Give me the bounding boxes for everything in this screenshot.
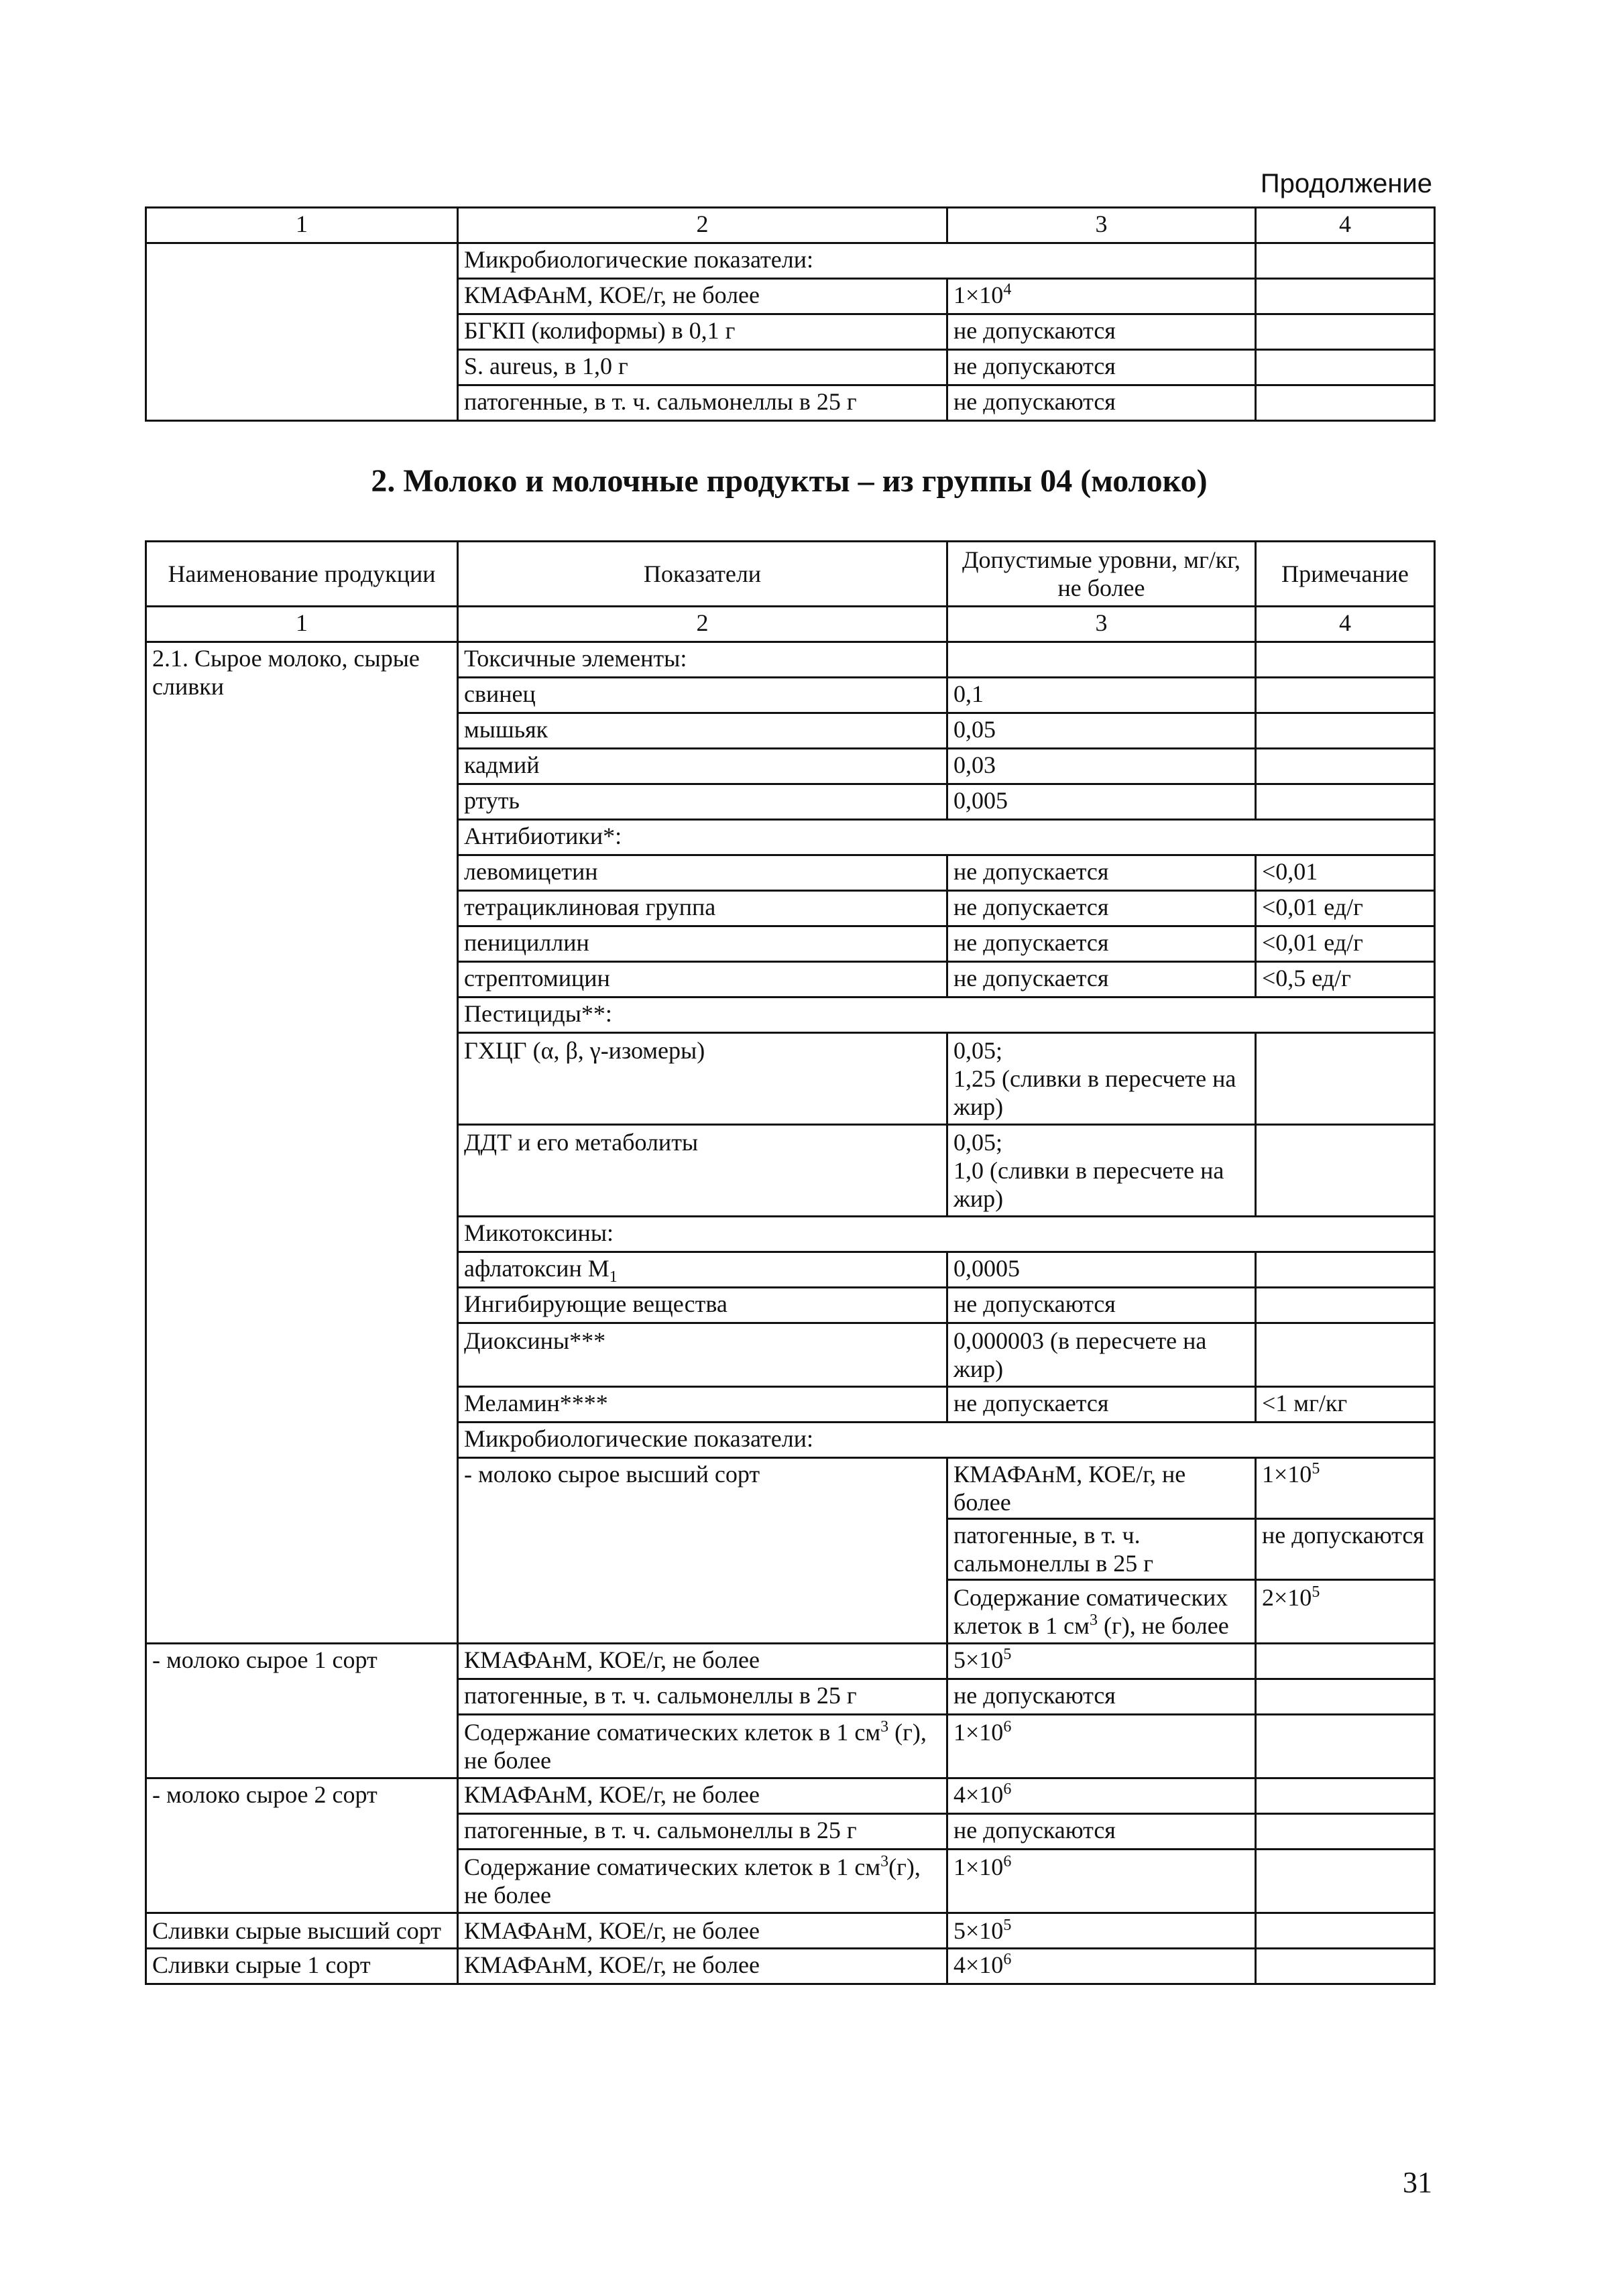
column-number: 1 xyxy=(146,607,458,642)
indicator-cell: Содержание соматических клеток в 1 $см^3(г)$, не более xyxy=(458,1850,947,1913)
value-cell: $1\times 10^4$ xyxy=(947,279,1256,314)
value-cell: 0,03 xyxy=(947,749,1256,784)
value-cell: $1\times 10^5$ xyxy=(1256,1458,1435,1519)
product-cell: - молоко сырое высший сорт xyxy=(458,1458,947,1644)
column-numbers-row xyxy=(146,607,1435,642)
column-number: 1 xyxy=(146,208,458,243)
column-numbers-row xyxy=(146,208,1435,243)
indicator-cell: КМАФАнМ, КОЕ/г, не более xyxy=(458,1778,947,1814)
product-cell: 2.1. Сырое молоко, сырые сливки xyxy=(146,642,458,1644)
indicator-cell: афлатоксин $M_1$ xyxy=(458,1252,947,1288)
note-cell xyxy=(1256,314,1435,350)
value-cell: $5\times 10^5$ xyxy=(947,1913,1256,1949)
table-row xyxy=(146,1644,1435,1679)
value-cell: не допускаются xyxy=(947,350,1256,385)
value-cell: $1\times 10^6$ xyxy=(947,1850,1256,1913)
column-number: 3 xyxy=(947,208,1256,243)
note-cell: <1 мг/кг xyxy=(1256,1387,1435,1423)
product-cell: Сливки сырые 1 сорт xyxy=(146,1949,458,1984)
header-levels: Допустимые уровни, мг/кг, не более xyxy=(947,542,1256,607)
indicator-cell: КМАФАнМ, КОЕ/г, не более xyxy=(458,1949,947,1984)
note-cell xyxy=(1256,1850,1435,1913)
table-row xyxy=(146,1778,1435,1814)
indicator-cell: патогенные, в т. ч. сальмонеллы в 25 г xyxy=(458,1814,947,1850)
product-cell xyxy=(146,243,458,421)
indicator-cell: Ингибирующие вещества xyxy=(458,1288,947,1323)
table-continuation xyxy=(145,206,1436,422)
value-cell: $5\times 10^5$ xyxy=(947,1644,1256,1679)
note-cell: <0,01 xyxy=(1256,855,1435,891)
value-cell: не допускается xyxy=(947,855,1256,891)
table-row xyxy=(146,1949,1435,1984)
table-row xyxy=(146,1913,1435,1949)
indicator-cell: КМАФАнМ, КОЕ/г, не более xyxy=(458,1913,947,1949)
note-cell xyxy=(1256,678,1435,713)
indicator-cell: патогенные, в т. ч. сальмонеллы в 25 г xyxy=(458,385,947,421)
section-cell: Микотоксины: xyxy=(458,1217,1435,1252)
indicator-cell: левомицетин xyxy=(458,855,947,891)
value-cell: $2\times 10^5$ xyxy=(1256,1580,1435,1644)
section-cell: Токсичные элементы: xyxy=(458,642,947,678)
indicator-cell: патогенные, в т. ч. сальмонеллы в 25 г xyxy=(947,1519,1256,1580)
note-cell xyxy=(1256,1778,1435,1814)
indicator-cell: КМАФАнМ, КОЕ/г, не более xyxy=(458,279,947,314)
product-cell: - молоко сырое 1 сорт xyxy=(146,1644,458,1778)
note-cell xyxy=(1256,1252,1435,1288)
value-cell: не допускается xyxy=(947,962,1256,998)
note-cell xyxy=(1256,1715,1435,1778)
indicator-cell: Меламин**** xyxy=(458,1387,947,1423)
section-cell: Микробиологические показатели: xyxy=(458,243,1256,279)
value-cell: не допускаются xyxy=(947,1679,1256,1715)
value-cell: 0,05; 1,25 (сливки в пересчете на жир) xyxy=(947,1033,1256,1125)
section-cell: Микробиологические показатели: xyxy=(458,1423,1435,1458)
header-indicators: Показатели xyxy=(458,542,947,607)
indicator-cell: ДДТ и его метаболиты xyxy=(458,1125,947,1217)
note-cell xyxy=(1256,1814,1435,1850)
note-cell xyxy=(1256,1033,1435,1125)
indicator-cell: мышьяк xyxy=(458,713,947,749)
value-cell: 0,05; 1,0 (сливки в пересчете на жир) xyxy=(947,1125,1256,1217)
header-product: Наименование продукции xyxy=(146,542,458,607)
indicator-cell: кадмий xyxy=(458,749,947,784)
note-cell xyxy=(1256,784,1435,820)
column-number: 2 xyxy=(458,607,947,642)
indicator-cell: тетрациклиновая группа xyxy=(458,891,947,926)
value-cell xyxy=(947,642,1256,678)
value-cell: 0,0005 xyxy=(947,1252,1256,1288)
note-cell xyxy=(1256,350,1435,385)
continuation-label: Продолжение xyxy=(1260,169,1432,198)
value-cell: 0,05 xyxy=(947,713,1256,749)
indicator-cell: патогенные, в т. ч. сальмонеллы в 25 г xyxy=(458,1679,947,1715)
header-note: Примечание xyxy=(1256,542,1435,607)
indicator-cell: КМАФАнМ, КОЕ/г, не более xyxy=(458,1644,947,1679)
indicator-cell: стрептомицин xyxy=(458,962,947,998)
note-cell xyxy=(1256,749,1435,784)
indicator-cell: БГКП (колиформы) в 0,1 г xyxy=(458,314,947,350)
product-cell: Сливки сырые высший сорт xyxy=(146,1913,458,1949)
column-number: 4 xyxy=(1256,208,1435,243)
indicator-cell: Содержание соматических клеток в 1 $см^3$ (г), не более xyxy=(947,1580,1256,1644)
note-cell xyxy=(1256,1949,1435,1984)
value-cell: 0,1 xyxy=(947,678,1256,713)
value-cell: не допускаются xyxy=(947,1288,1256,1323)
value-cell: не допускается xyxy=(947,1387,1256,1423)
note-cell xyxy=(1256,1679,1435,1715)
note-cell: <0,01 ед/г xyxy=(1256,926,1435,962)
indicator-cell: Диоксины*** xyxy=(458,1323,947,1387)
indicator-cell: Содержание соматических клеток в 1 $см^3$ (г), не более xyxy=(458,1715,947,1778)
value-cell: не допускается xyxy=(947,926,1256,962)
note-cell: <0,5 ед/г xyxy=(1256,962,1435,998)
section-cell: Антибиотики*: xyxy=(458,820,1435,855)
section-cell: Пестициды**: xyxy=(458,998,1435,1033)
column-number: 2 xyxy=(458,208,947,243)
value-cell: не допускаются xyxy=(947,385,1256,421)
value-cell: не допускаются xyxy=(1256,1519,1435,1580)
value-cell: не допускаются xyxy=(947,1814,1256,1850)
indicator-cell: ГХЦГ (α, β, γ-изомеры) xyxy=(458,1033,947,1125)
indicator-cell: КМАФАнМ, КОЕ/г, не более xyxy=(947,1458,1256,1519)
value-cell: не допускаются xyxy=(947,314,1256,350)
note-cell xyxy=(1256,385,1435,421)
section-title: 2. Молоко и молочные продукты – из группы 04 (молоко) xyxy=(371,463,1208,499)
indicator-cell: S. aureus, в 1,0 г xyxy=(458,350,947,385)
header-row xyxy=(146,542,1435,607)
value-cell: 0,000003 (в пересчете на жир) xyxy=(947,1323,1256,1387)
note-cell xyxy=(1256,1323,1435,1387)
product-cell: - молоко сырое 2 сорт xyxy=(146,1778,458,1913)
table-row xyxy=(146,243,1435,279)
indicator-cell: свинец xyxy=(458,678,947,713)
note-cell: <0,01 ед/г xyxy=(1256,891,1435,926)
column-number: 4 xyxy=(1256,607,1435,642)
note-cell xyxy=(1256,1288,1435,1323)
note-cell xyxy=(1256,1644,1435,1679)
note-cell xyxy=(1256,279,1435,314)
note-cell xyxy=(1256,642,1435,678)
note-cell xyxy=(1256,1125,1435,1217)
indicator-cell: ртуть xyxy=(458,784,947,820)
column-number: 3 xyxy=(947,607,1256,642)
page-number: 31 xyxy=(1403,2166,1432,2199)
value-cell: 0,005 xyxy=(947,784,1256,820)
note-cell xyxy=(1256,243,1435,279)
value-cell: $1\times 10^6$ xyxy=(947,1715,1256,1778)
note-cell xyxy=(1256,1913,1435,1949)
value-cell: не допускается xyxy=(947,891,1256,926)
indicator-cell: пенициллин xyxy=(458,926,947,962)
value-cell: $4\times 10^6$ xyxy=(947,1949,1256,1984)
value-cell: $4\times 10^6$ xyxy=(947,1778,1256,1814)
note-cell xyxy=(1256,713,1435,749)
table-milk xyxy=(145,540,1436,1985)
table-row xyxy=(146,642,1435,678)
